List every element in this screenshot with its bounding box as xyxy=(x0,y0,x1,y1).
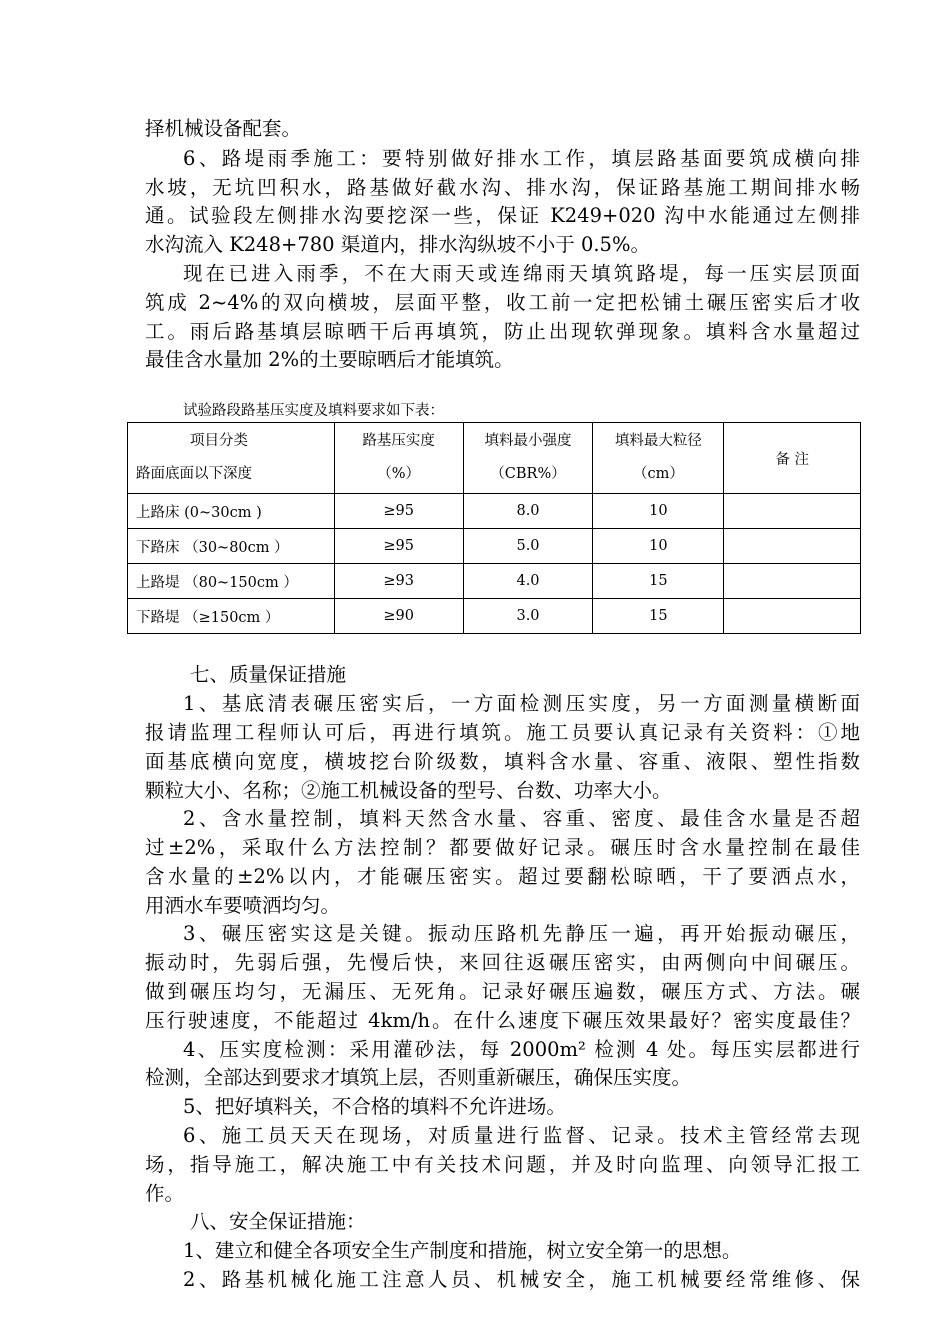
row-label: 上路堤 （80~150cm ） xyxy=(128,564,335,599)
size-value: 10 xyxy=(593,529,724,564)
table-row xyxy=(128,494,861,529)
compaction-value: ≥95 xyxy=(334,529,463,564)
size-value: 15 xyxy=(593,564,724,599)
paragraph-line: 作。 xyxy=(145,1182,185,1205)
paragraph-line: 场，指导施工，解决施工中有关技术问题，并及时向监理、向领导汇报工 xyxy=(145,1153,860,1176)
paragraph-line: 做到碾压均匀，无漏压、无死角。记录好碾压遍数，碾压方式、方法。碾 xyxy=(145,980,860,1003)
paragraph-line: 过±2%，采取什么方法控制？都要做好记录。碾压时含水量控制在最佳 xyxy=(145,836,860,859)
header-strength-label: 填料最小强度 xyxy=(484,433,572,449)
paragraph-line: 振动时，先弱后强，先慢后快，来回往返碾压密实，由两侧向中间碾压。 xyxy=(145,951,860,974)
compaction-value: ≥93 xyxy=(334,564,463,599)
compaction-value: ≥95 xyxy=(334,494,463,529)
paragraph-line: 6、路堤雨季施工：要特别做好排水工作，填层路基面要筑成横向排 xyxy=(183,147,860,170)
header-cell-category xyxy=(128,423,335,494)
cbr-value: 5.0 xyxy=(463,529,593,564)
table-header-row xyxy=(128,423,861,494)
paragraph-line: 2、含水量控制，填料天然含水量、容重、密度、最佳含水量是否超 xyxy=(183,807,860,830)
paragraph-line: 含水量的±2%以内，才能碾压密实。超过要翻松晾晒，干了要洒点水， xyxy=(145,865,860,888)
section-heading: 八、安全保证措施： xyxy=(190,1210,366,1233)
paragraph-line: 3、碾压密实这是关键。振动压路机先静压一遍，再开始振动碾压， xyxy=(183,922,860,945)
table-row xyxy=(128,599,861,634)
row-label: 下路床 （30~80cm ） xyxy=(128,529,335,564)
paragraph-line: 5、把好填料关，不合格的填料不允许进场。 xyxy=(183,1095,566,1118)
table-row xyxy=(128,529,861,564)
paragraph-line: 压行驶速度，不能超过 4km/h。在什么速度下碾压效果最好？密实度最佳？ xyxy=(145,1009,860,1032)
paragraph-line: 择机械设备配套。 xyxy=(145,117,302,140)
header-size-unit: （cm） xyxy=(632,466,684,482)
paragraph-line: 4、压实度检测：采用灌砂法，每 2000m² 检测 4 处。每压实层都进行 xyxy=(183,1038,860,1061)
header-cell-compaction xyxy=(334,423,463,494)
paragraph-line: 报请监理工程师认可后，再进行填筑。施工员要认真记录有关资料：①地 xyxy=(145,721,860,744)
header-compaction-unit: （%） xyxy=(377,466,421,482)
paragraph-line: 1、建立和健全各项安全生产制度和措施，树立安全第一的思想。 xyxy=(183,1239,742,1262)
paragraph-line: 通。试验段左侧排水沟要挖深一些，保证 K249+020 沟中水能通过左侧排 xyxy=(145,204,860,227)
header-cell-strength xyxy=(463,423,593,494)
requirements-table xyxy=(127,422,861,634)
row-label: 上路床 (0~30cm ) xyxy=(128,494,335,529)
paragraph-line: 筑成 2~4%的双向横坡，层面平整，收工前一定把松铺土碾压密实后才收 xyxy=(145,291,860,314)
remark-value xyxy=(724,599,861,634)
paragraph-line: 2、路基机械化施工注意人员、机械安全，施工机械要经常维修、保 xyxy=(183,1268,860,1291)
table-row xyxy=(128,564,861,599)
header-compaction-label: 路基压实度 xyxy=(362,433,435,449)
size-value: 10 xyxy=(593,494,724,529)
cbr-value: 8.0 xyxy=(463,494,593,529)
header-depth-label: 路面底面以下深度 xyxy=(136,466,252,482)
paragraph-line: 水沟流入 K248+780 渠道内，排水沟纵坡不小于 0.5%。 xyxy=(145,233,650,256)
paragraph-line: 面基底横向宽度，横坡挖台阶级数，填料含水量、容重、液限、塑性指数 xyxy=(145,750,860,773)
paragraph-line: 6、施工员天天在现场，对质量进行监督、记录。技术主管经常去现 xyxy=(183,1124,860,1147)
paragraph-line: 现在已进入雨季，不在大雨天或连绵雨天填筑路堤，每一压实层顶面 xyxy=(183,262,860,285)
header-category-label: 项目分类 xyxy=(190,433,248,449)
header-strength-unit: （CBR%） xyxy=(490,466,566,482)
row-label: 下路堤 （≥150cm ） xyxy=(128,599,335,634)
paragraph-line: 工。雨后路基填层晾晒干后再填筑，防止出现软弹现象。填料含水量超过 xyxy=(145,320,860,343)
cbr-value: 3.0 xyxy=(463,599,593,634)
header-cell-size xyxy=(593,423,724,494)
header-cell-remarks: 备 注 xyxy=(724,423,861,494)
paragraph-line: 最佳含水量加 2%的土要晾晒后才能填筑。 xyxy=(145,348,514,371)
size-value: 15 xyxy=(593,599,724,634)
remark-value xyxy=(724,564,861,599)
cbr-value: 4.0 xyxy=(463,564,593,599)
table-caption: 试验路段路基压实度及填料要求如下表： xyxy=(183,403,444,419)
paragraph-line: 颗粒大小、名称；②施工机械设备的型号、台数、功率大小。 xyxy=(145,779,672,802)
remark-value xyxy=(724,494,861,529)
paragraph-line: 水坡，无坑凹积水，路基做好截水沟、排水沟，保证路基施工期间排水畅 xyxy=(145,176,860,199)
header-size-label: 填料最大粒径 xyxy=(614,433,702,449)
section-heading: 七、质量保证措施 xyxy=(190,663,347,686)
paragraph-line: 检测，全部达到要求才填筑上层，否则重新碾压，确保压实度。 xyxy=(145,1066,692,1089)
paragraph-line: 1、基底清表碾压密实后，一方面检测压实度，另一方面测量横断面 xyxy=(183,692,860,715)
remark-value xyxy=(724,529,861,564)
paragraph-line: 用洒水车要喷洒均匀。 xyxy=(145,894,341,917)
compaction-value: ≥90 xyxy=(334,599,463,634)
